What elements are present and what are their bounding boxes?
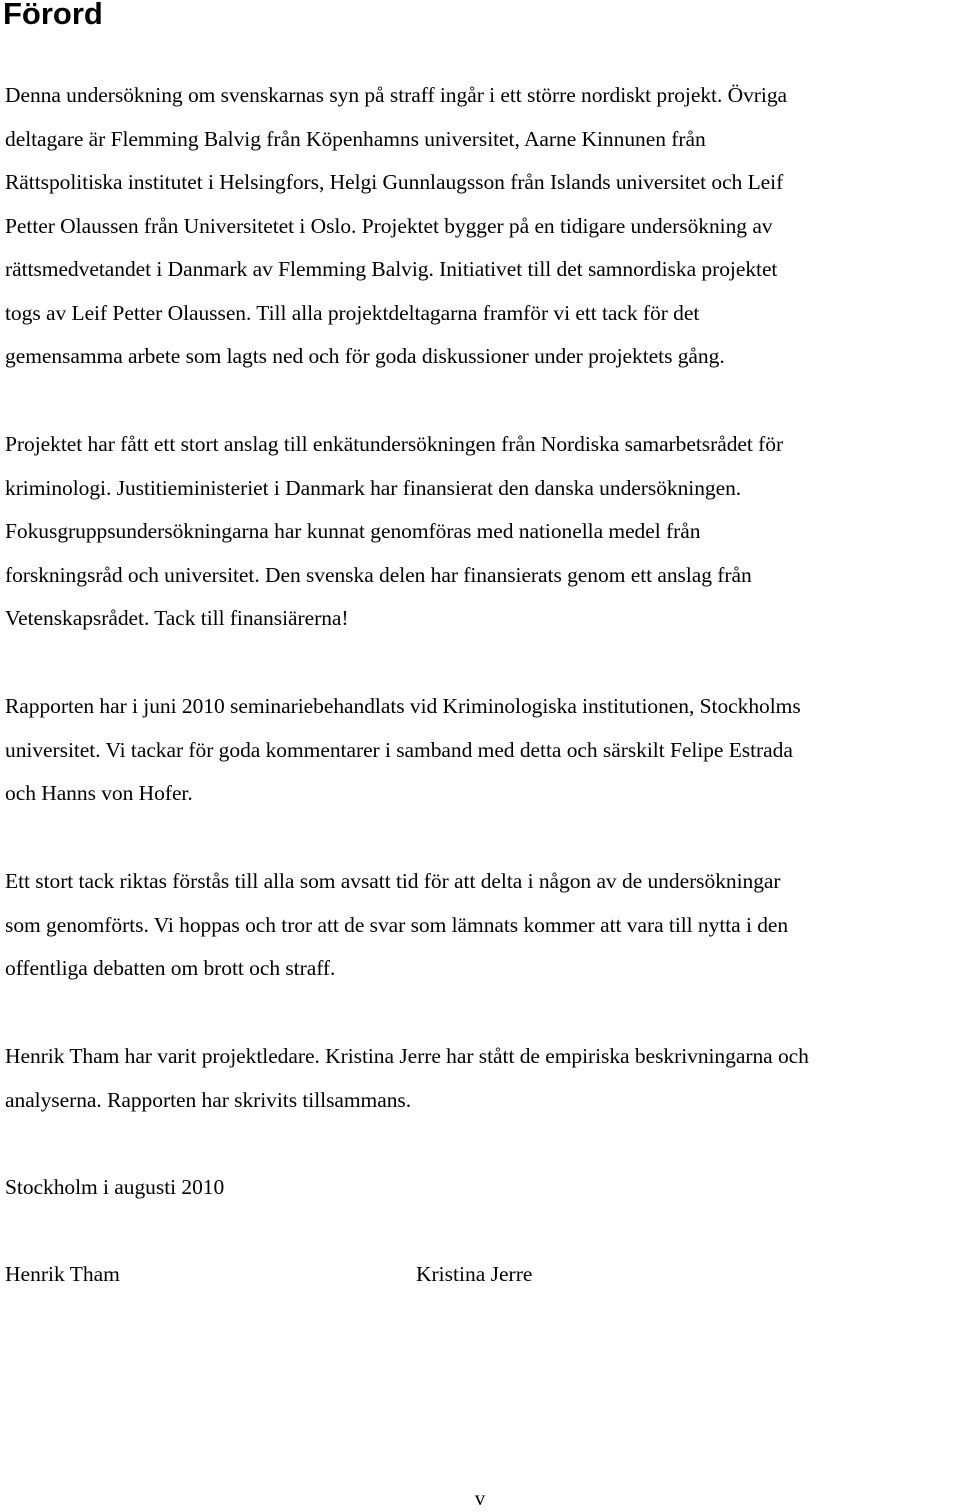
text-line: deltagare är Flemming Balvig från Köpenhamns universitet, Aarne Kinnunen från <box>5 126 706 151</box>
text-line: universitet. Vi tackar för goda kommentarer i samband med detta och särskilt Felipe Estrada <box>5 737 793 762</box>
place-and-date <box>5 1166 960 1210</box>
paragraph-seminar <box>5 685 960 816</box>
text-line: Projektet har fått ett stort anslag till enkätundersökningen från Nordiska samarbetsrådet för <box>5 432 784 456</box>
text-line: Henrik Tham har varit projektledare. Kristina Jerre har stått de empiriska beskrivningarna och <box>5 1044 809 1068</box>
text-line: och Hanns von Hofer. <box>5 781 193 805</box>
paragraph-project-background <box>5 74 960 379</box>
text-line: gemensamma arbete som lagts ned och för goda diskussioner under projektets gång. <box>5 344 725 368</box>
signature-henrik-tham: Henrik Tham <box>5 1262 120 1286</box>
text-line: Ett stort tack riktas förstås till alla som avsatt tid för att delta i någon av de undersökningar <box>5 869 781 893</box>
page-number: v <box>474 1486 486 1510</box>
text-line: kriminologi. Justitieministeriet i Danmark har finansierat den danska undersökningen. <box>5 475 742 500</box>
text-line: Stockholm i augusti 2010 <box>5 1175 225 1199</box>
signature-kristina-jerre: Kristina Jerre <box>416 1262 533 1286</box>
text-line: offentliga debatten om brott och straff. <box>5 956 336 980</box>
text-line: analyserna. Rapporten har skrivits tillsammans. <box>5 1087 412 1112</box>
text-line: Denna undersökning om svenskarnas syn på straff ingår i ett större nordiskt projekt. Övriga <box>5 83 788 107</box>
text-line: Rapporten har i juni 2010 seminariebehandlats vid Kriminologiska institutionen, Stockholms <box>5 694 801 718</box>
paragraph-funding <box>5 423 960 641</box>
text-line: togs av Leif Petter Olaussen. Till alla projektdeltagarna framför vi ett tack för det <box>5 300 700 325</box>
text-line: Petter Olaussen från Universitetet i Oslo. Projektet bygger på en tidigare undersökning av <box>5 213 773 238</box>
paragraph-authorship <box>5 1035 960 1122</box>
text-line: rättsmedvetandet i Danmark av Flemming Balvig. Initiativet till det samnordiska projektet <box>5 257 778 281</box>
text-line: som genomförts. Vi hoppas och tror att de svar som lämnats kommer att vara till nytta i den <box>5 912 789 937</box>
page-title: Förord <box>3 0 103 31</box>
text-line: forskningsråd och universitet. Den svenska delen har finansierats genom ett anslag från <box>5 562 752 587</box>
paragraph-thanks <box>5 860 960 991</box>
text-line: Vetenskapsrådet. Tack till finansiärerna! <box>5 606 349 630</box>
text-line: Fokusgruppsundersökningarna har kunnat genomföras med nationella medel från <box>5 519 701 543</box>
text-line: Rättspolitiska institutet i Helsingfors, Helgi Gunnlaugsson från Islands universitet och Leif <box>5 170 784 194</box>
